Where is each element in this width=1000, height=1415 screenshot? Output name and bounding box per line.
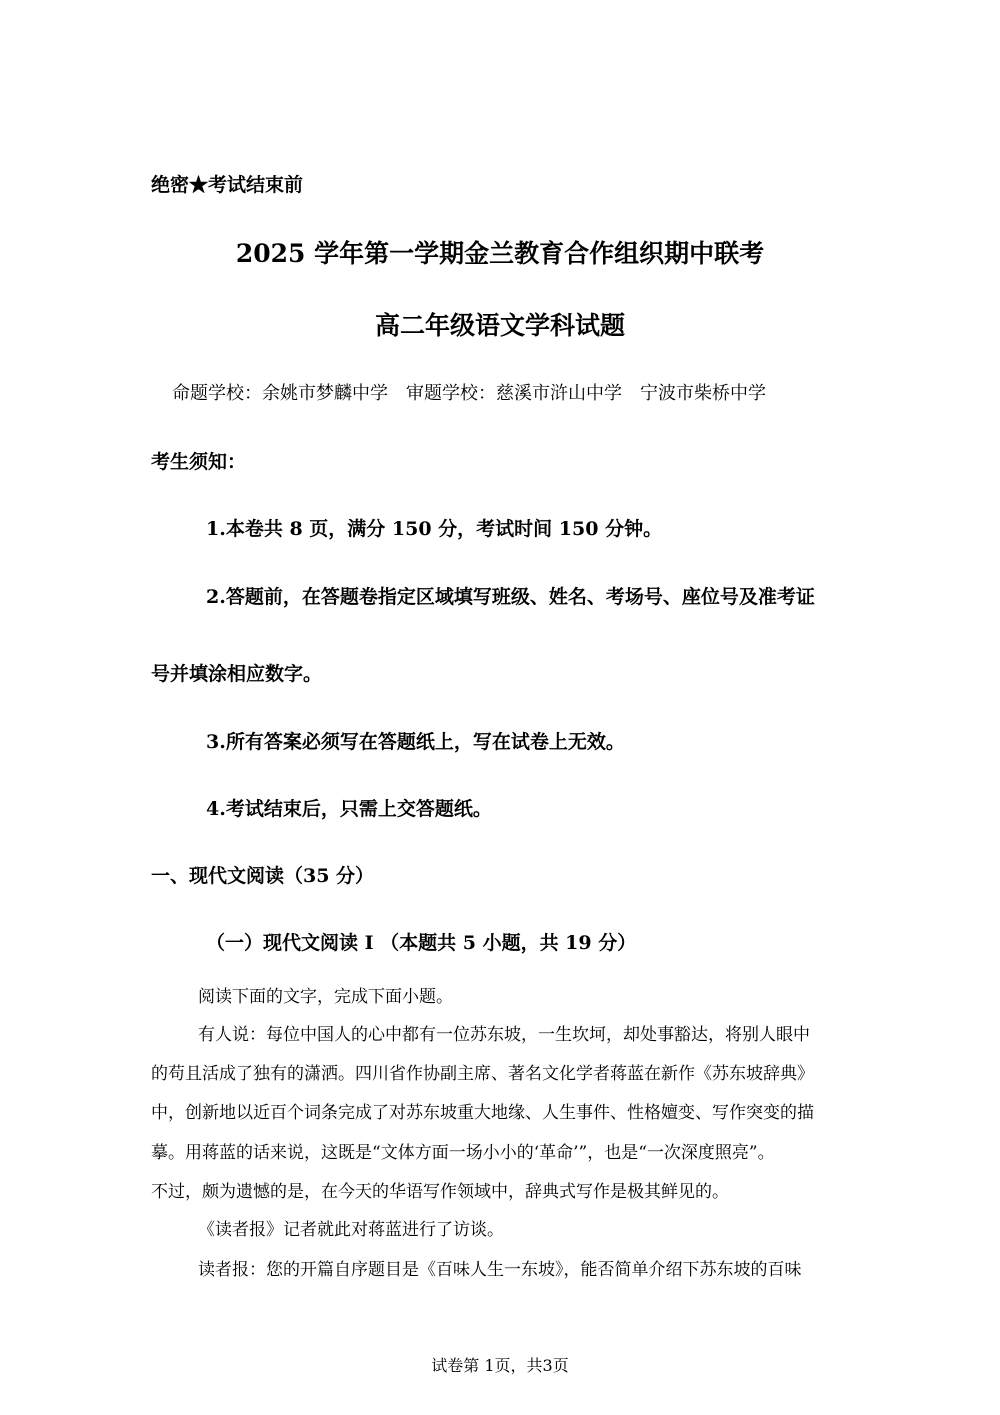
notice-item-2-cont: 号并填涂相应数字。: [151, 663, 323, 685]
passage-line: 不过，颇为遗憾的是，在今天的华语写作领域中，辞典式写作是极其鲜见的。: [151, 1182, 729, 1202]
exam-title: 2025 学年第一学期金兰教育合作组织期中联考: [235, 239, 765, 268]
page-footer: 试卷第 1页，共3页: [431, 1356, 569, 1375]
passage-line: 中，创新地以近百个词条完成了对苏东坡重大地缘、人生事件、性格嬗变、写作突变的描: [151, 1103, 814, 1123]
school-info: 命题学校：余姚市梦麟中学 审题学校：慈溪市浒山中学 宁波市柴桥中学: [172, 383, 766, 404]
notice-heading: 考生须知：: [151, 451, 247, 473]
passage-line: 有人说：每位中国人的心中都有一位苏东坡，一生坎坷，却处事豁达，将别人眼中: [198, 1025, 810, 1045]
exam-subtitle: 高二年级语文学科试题: [374, 311, 625, 340]
passage-line: 阅读下面的文字，完成下面小题。: [198, 987, 453, 1007]
passage-line: 的苟且活成了独有的潇洒。四川省作协副主席、著名文化学者蒋蓝在新作《苏东坡辞典》: [151, 1064, 814, 1084]
notice-item-3: 3.所有答案必须写在答题纸上，写在试卷上无效。: [206, 731, 625, 753]
notice-item-1: 1.本卷共 8 页，满分 150 分，考试时间 150 分钟。: [206, 518, 663, 540]
passage-line: 《读者报》记者就此对蒋蓝进行了访谈。: [198, 1220, 504, 1240]
passage-line: 摹。用蒋蓝的话来说，这既是“文体方面一场小小的‘革命’”，也是“一次深度照亮”。: [151, 1143, 775, 1163]
confidential-label: 绝密★考试结束前: [151, 174, 304, 196]
section-subheading: （一）现代文阅读 I （本题共 5 小题，共 19 分）: [206, 932, 637, 954]
notice-item-2: 2.答题前，在答题卷指定区域填写班级、姓名、考场号、座位号及准考证: [206, 586, 815, 608]
section-heading: 一、现代文阅读（35 分）: [151, 865, 375, 887]
notice-item-4: 4.考试结束后，只需上交答题纸。: [206, 798, 492, 820]
passage-line: 读者报：您的开篇自序题目是《百味人生一东坡》，能否简单介绍下苏东坡的百味: [198, 1260, 802, 1280]
